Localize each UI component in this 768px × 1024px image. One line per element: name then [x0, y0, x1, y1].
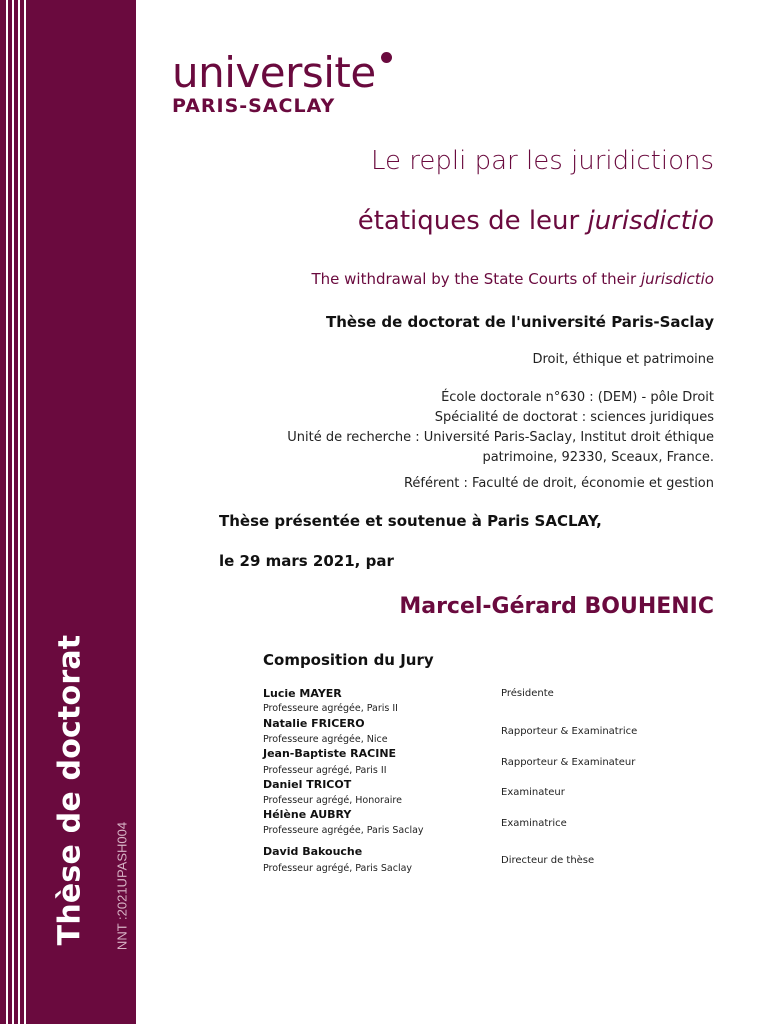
jury-member-role: Directeur de thèse	[501, 855, 595, 866]
thesis-title-line-2	[358, 206, 714, 236]
doctoral-school: École doctorale n°630 : (DEM) - pôle Droit	[441, 390, 714, 405]
research-unit-address: patrimoine, 92330, Sceaux, France.	[482, 450, 714, 465]
jury-member-name: Hélène AUBRY	[263, 808, 352, 821]
sidebar-stripe	[24, 0, 26, 1024]
defense-date: le 29 mars 2021, par	[219, 552, 394, 570]
jury-member-title: Professeur agrégé, Paris Saclay	[263, 863, 413, 874]
research-unit: Unité de recherche : Université Paris-Saclay, Institut droit éthique	[287, 430, 714, 445]
jury-member-title: Professeur agrégé, Honoraire	[263, 795, 402, 806]
vertical-title: Thèse de doctorat	[52, 634, 88, 946]
speciality: Spécialité de doctorat : sciences juridiques	[434, 410, 714, 425]
logo-subtitle: PARIS-SACLAY	[172, 95, 336, 117]
english-title-text: The withdrawal by the State Courts of their	[311, 270, 641, 288]
jury-member-name: David Bakouche	[263, 845, 363, 858]
jury-member-role: Rapporteur & Examinatrice	[501, 726, 638, 737]
sidebar-stripe	[6, 0, 8, 1024]
sidebar-band	[0, 0, 136, 1024]
jury-member-title: Professeur agrégé, Paris II	[263, 765, 387, 776]
title-line-2-italic: jurisdictio	[587, 206, 714, 236]
referent	[404, 476, 714, 491]
jury-member-title: Professeure agrégée, Paris II	[263, 703, 398, 714]
defense-statement: Thèse présentée et soutenue à Paris SACLAY,	[219, 512, 602, 530]
doctoral-school-block	[287, 388, 714, 468]
jury-member-name: Jean-Baptiste RACINE	[263, 747, 397, 760]
sidebar-stripe	[18, 0, 20, 1024]
nnt-number: NNT :2021UPASH004	[114, 821, 130, 951]
thesis-statement: Thèse de doctorat de l'université Paris-Saclay	[325, 313, 714, 331]
jury-member-role: Rapporteur & Examinateur	[501, 757, 636, 768]
jury-member-role: Présidente	[501, 688, 554, 699]
university-logo	[172, 48, 376, 117]
jury-heading: Composition du Jury	[263, 651, 434, 669]
thesis-title-line-1: Le repli par les juridictions	[370, 146, 714, 176]
referent-label: Référent :	[403, 476, 473, 491]
jury-member-role: Examinatrice	[501, 818, 567, 829]
referent-value: Faculté de droit, économie et gestion	[472, 476, 714, 491]
jury-member-name: Natalie FRICERO	[263, 717, 365, 730]
english-title-italic: jurisdictio	[641, 270, 714, 288]
jury-member-name: Lucie MAYER	[263, 687, 342, 700]
discipline: Droit, éthique et patrimoine	[532, 352, 714, 367]
title-line-2-text: étatiques de leur	[357, 206, 588, 236]
logo-word: universite	[172, 48, 376, 97]
jury-member-title: Professeure agrégée, Nice	[263, 734, 388, 745]
jury-member-name: Daniel TRICOT	[263, 778, 352, 791]
author-name: Marcel-Gérard BOUHENIC	[399, 594, 714, 619]
jury-member-title: Professeure agrégée, Paris Saclay	[263, 825, 424, 836]
english-title	[311, 270, 714, 288]
sidebar-stripe	[12, 0, 14, 1024]
jury-member-role: Examinateur	[501, 787, 565, 798]
logo-dot	[381, 52, 392, 63]
